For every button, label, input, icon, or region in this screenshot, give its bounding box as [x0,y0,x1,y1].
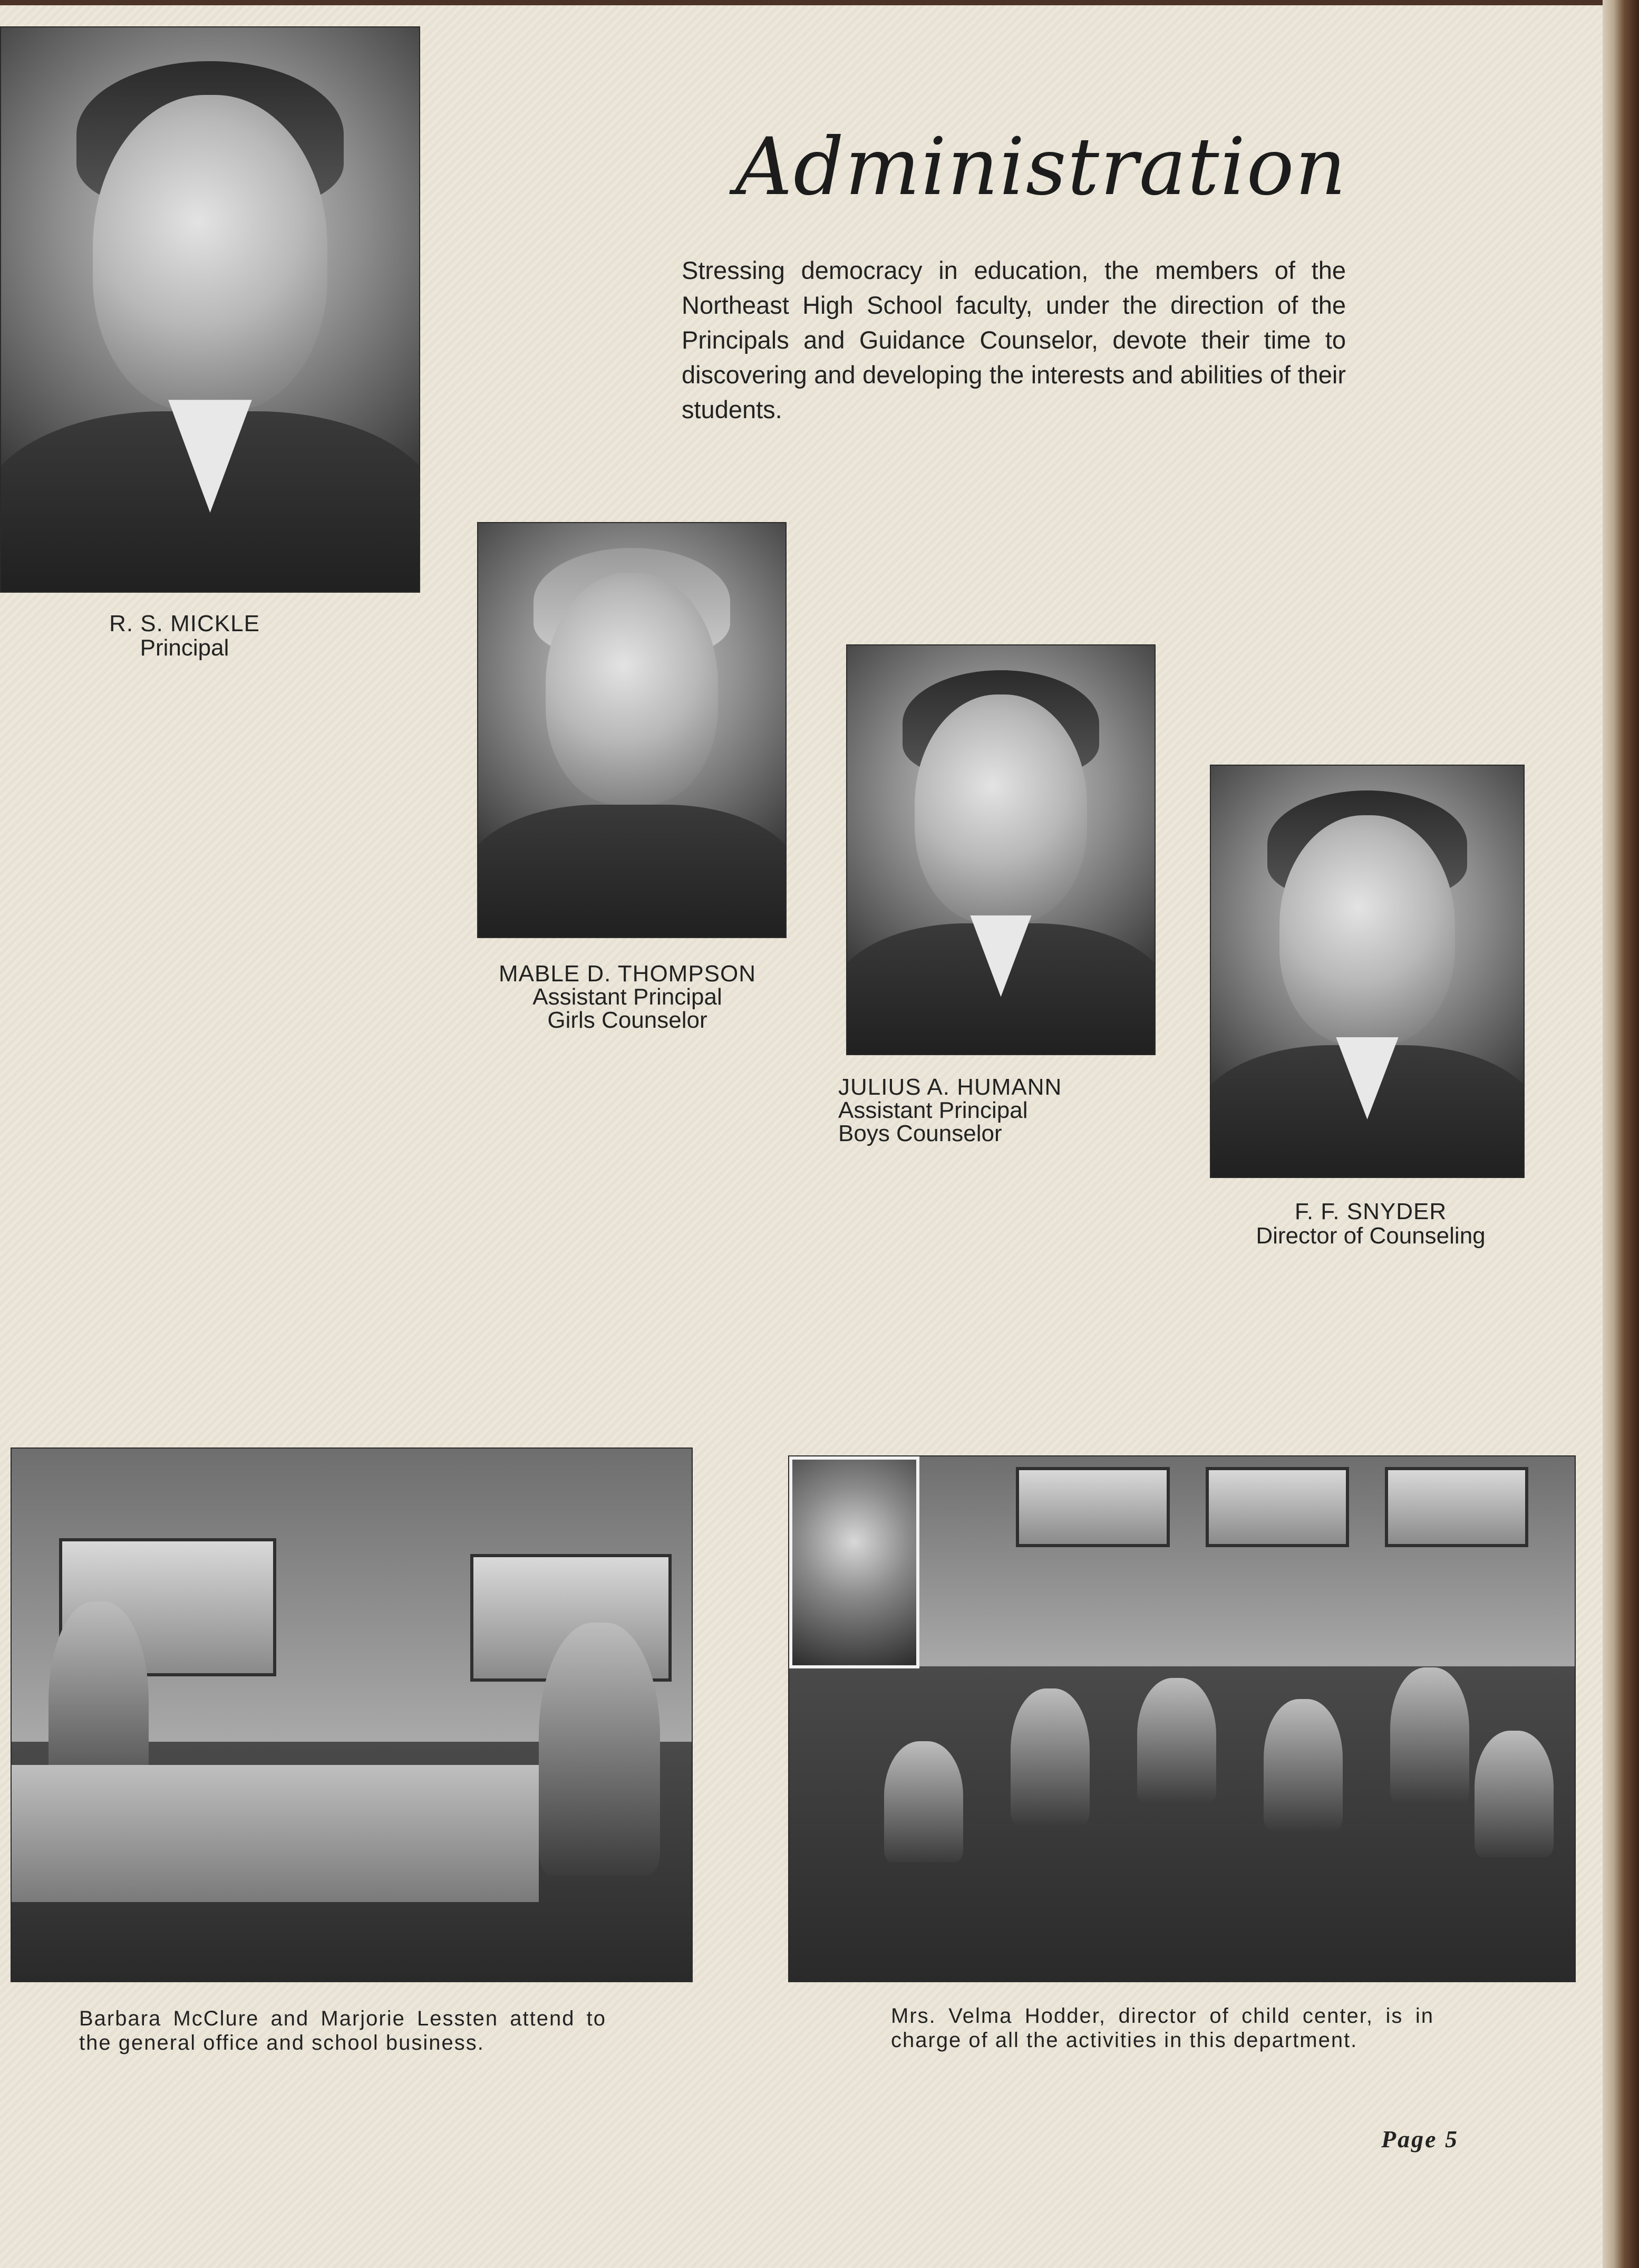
caption-snyder [1223,1200,1518,1248]
staff-name: JULIUS A. HUMANN [838,1074,1062,1100]
caption-child-center: Mrs. Velma Hodder, director of child center, is in charge of all the activities in this department. [891,2004,1434,2052]
book-binding-edge [1603,0,1639,2268]
photo-snyder [1210,765,1525,1178]
photo-humann [846,644,1156,1055]
intro-paragraph: Stressing democracy in education, the members of the Northeast High School faculty, under the direction of the Principals and Guidance Counselor, devote their time to discovering and developing the interests and abilities of their students. [682,256,1346,423]
staff-name: MABLE D. THOMPSON [498,961,757,987]
staff-role: Assistant Principal [838,1097,1028,1123]
page-title: Administration [735,121,1347,213]
staff-role: Principal [140,635,229,661]
page-number: Page 5 [1381,2126,1459,2153]
photo-general-office [11,1447,693,1982]
staff-name: R. S. MICKLE [109,611,260,636]
staff-role-2: Girls Counselor [547,1007,707,1033]
photo-thompson [477,522,787,938]
staff-name: F. F. SNYDER [1294,1199,1447,1224]
caption-humann [838,1076,1133,1145]
staff-role: Director of Counseling [1256,1223,1486,1249]
page-top-edge [0,0,1603,5]
caption-mickle [63,612,306,660]
caption-office: Barbara McClure and Marjorie Lessten attend to the general office and school business. [79,2007,606,2054]
caption-thompson [464,962,791,1032]
photo-child-center [788,1455,1576,1982]
staff-role-2: Boys Counselor [838,1121,1002,1146]
photo-principal-mickle [0,26,420,593]
photo-inset-hodder [789,1456,919,1668]
staff-role: Assistant Principal [532,984,722,1010]
